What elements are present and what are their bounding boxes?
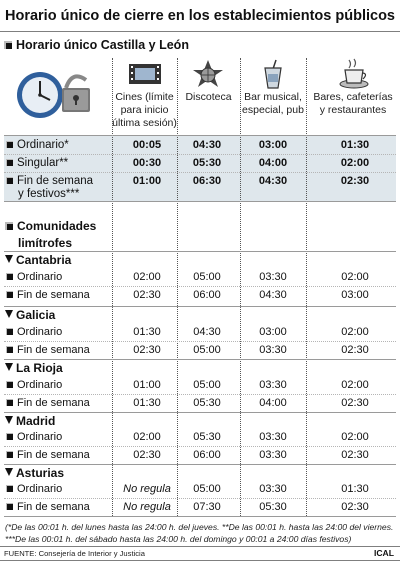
row-label: Fin de semana [6,173,93,189]
bullet-square-icon [5,222,13,230]
table-row [0,447,400,463]
bullet-square-icon [6,141,13,148]
table-cell: 06:00 [193,449,221,461]
table-cell: 05:00 [193,344,221,356]
table-cell: 02:30 [133,449,161,461]
table-row [0,377,400,393]
bullet-square-icon [6,346,13,353]
table-cell: 04:00 [258,157,288,169]
bullet-square-icon [6,503,13,510]
table-row [0,155,400,171]
table-row [0,481,400,497]
table-cell: 05:00 [193,379,221,391]
clock-and-padlock-icon [10,62,102,122]
row-label: y festivos*** [18,188,80,200]
table-cell: 01:00 [133,379,161,391]
column-header-bar-musical: Bar musical, especial, pub [242,91,304,116]
bullet-square-icon [6,451,13,458]
table-cell: 02:00 [341,379,369,391]
table-cell: 02:30 [341,344,369,356]
table-cell: 03:30 [259,449,287,461]
row-label: Ordinario [6,269,62,285]
bullet-square-icon [6,328,13,335]
row-label: Ordinario [6,481,62,497]
row-label: Fin de semana [6,287,90,303]
bullet-square-icon [6,433,13,440]
table-cell: 02:00 [133,271,161,283]
table-cell: 03:30 [259,483,287,495]
column-header-discoteca: Discoteca [185,91,232,103]
triangle-down-icon [5,310,13,318]
footnotes: (*De las 00:01 h. del lunes hasta las 24:00 h. del jueves. **De las 00:01 h. hasta las 24:00 del viernes. ***De las 00:01 h. del sábado hasta las 24:00 h. del domingo y 00:01 a 24:00 días festivos) [5,522,394,544]
table-cell: 02:30 [341,397,369,409]
table-cell: 00:30 [132,157,162,169]
table-cell: 03:00 [259,326,287,338]
table-cell: 02:00 [133,431,161,443]
table-cell: 05:00 [193,271,221,283]
table-row [0,499,400,515]
source-credit: FUENTE: Consejería de Interior y Justicia [4,549,145,558]
table-cell: 04:30 [259,289,287,301]
row-label: Fin de semana [6,342,90,358]
section-title: Horario único Castilla y León [4,37,189,53]
film-icon [127,60,167,88]
table-cell: 03:30 [259,431,287,443]
table-row [0,395,400,411]
disco-ball-icon [190,58,226,90]
table-cell: 02:00 [341,326,369,338]
table-row [0,269,400,285]
table-cell: 03:00 [341,289,369,301]
table-cell: 03:30 [259,379,287,391]
bullet-square-icon [6,177,13,184]
table-row [0,342,400,358]
bullet-square-icon [6,291,13,298]
group-heading-madrid: Madrid [5,414,55,429]
table-cell: 02:30 [341,501,369,513]
table-row-continuation [0,186,400,202]
table-row [0,137,400,153]
bullet-square-icon [6,485,13,492]
table-row [0,287,400,303]
group-heading-galicia: Galicia [5,308,55,323]
table-cell: 02:00 [341,271,369,283]
table-cell: 03:30 [259,344,287,356]
table-cell: 06:00 [193,289,221,301]
table-cell: 01:30 [340,139,370,151]
column-header-cines: Cines (límite para inicio última sesión) [112,91,177,129]
brand-logo: ICAL [373,548,394,558]
table-cell: 00:05 [132,139,162,151]
table-cell: 01:30 [341,483,369,495]
row-label: Fin de semana [6,447,90,463]
table-cell: 05:00 [193,483,221,495]
table-cell: 02:00 [341,431,369,443]
triangle-down-icon [5,363,13,371]
table-cell: 05:30 [259,501,287,513]
bullet-square-icon [4,41,12,49]
table-cell: 05:30 [192,157,222,169]
table-cell: 01:30 [133,326,161,338]
table-row [0,324,400,340]
drink-glass-icon [258,58,288,90]
group-heading-la-rioja: La Rioja [5,361,63,376]
table-cell: No regula [123,483,171,495]
table-cell: 01:00 [132,175,162,187]
table-cell: 07:30 [193,501,221,513]
table-cell: 02:30 [340,175,370,187]
page-title: Horario único de cierre en los establecimientos públicos [0,0,400,32]
table-cell: 02:30 [133,289,161,301]
table-cell: 03:00 [258,139,288,151]
group-heading-cantabria: Cantabria [5,253,71,268]
bullet-square-icon [6,381,13,388]
table-cell: 04:30 [192,139,222,151]
triangle-down-icon [5,255,13,263]
table-row [0,429,400,445]
row-label: Fin de semana [6,499,90,515]
table-cell: No regula [123,501,171,513]
table-cell: 02:00 [340,157,370,169]
coffee-cup-icon [337,56,371,90]
row-label: Ordinario [6,377,62,393]
bullet-square-icon [6,159,13,166]
row-label: Ordinario [6,324,62,340]
row-label: Ordinario [6,429,62,445]
row-label: Singular** [6,155,68,171]
table-cell: 04:30 [193,326,221,338]
triangle-down-icon [5,468,13,476]
communities-heading: Comunidades limítrofes [5,218,96,252]
table-cell: 05:30 [193,397,221,409]
row-label: Ordinario* [6,137,69,153]
table-cell: 04:00 [259,397,287,409]
row-label: Fin de semana [6,395,90,411]
table-cell: 02:30 [133,344,161,356]
triangle-down-icon [5,416,13,424]
column-header-bares: Bares, cafeterías y restaurantes [313,91,393,116]
table-cell: 03:30 [259,271,287,283]
table-cell: 06:30 [192,175,222,187]
group-heading-asturias: Asturias [5,466,64,481]
bullet-square-icon [6,273,13,280]
bullet-square-icon [6,399,13,406]
table-cell: 05:30 [193,431,221,443]
table-cell: 04:30 [258,175,288,187]
table-cell: 02:30 [341,449,369,461]
table-cell: 01:30 [133,397,161,409]
